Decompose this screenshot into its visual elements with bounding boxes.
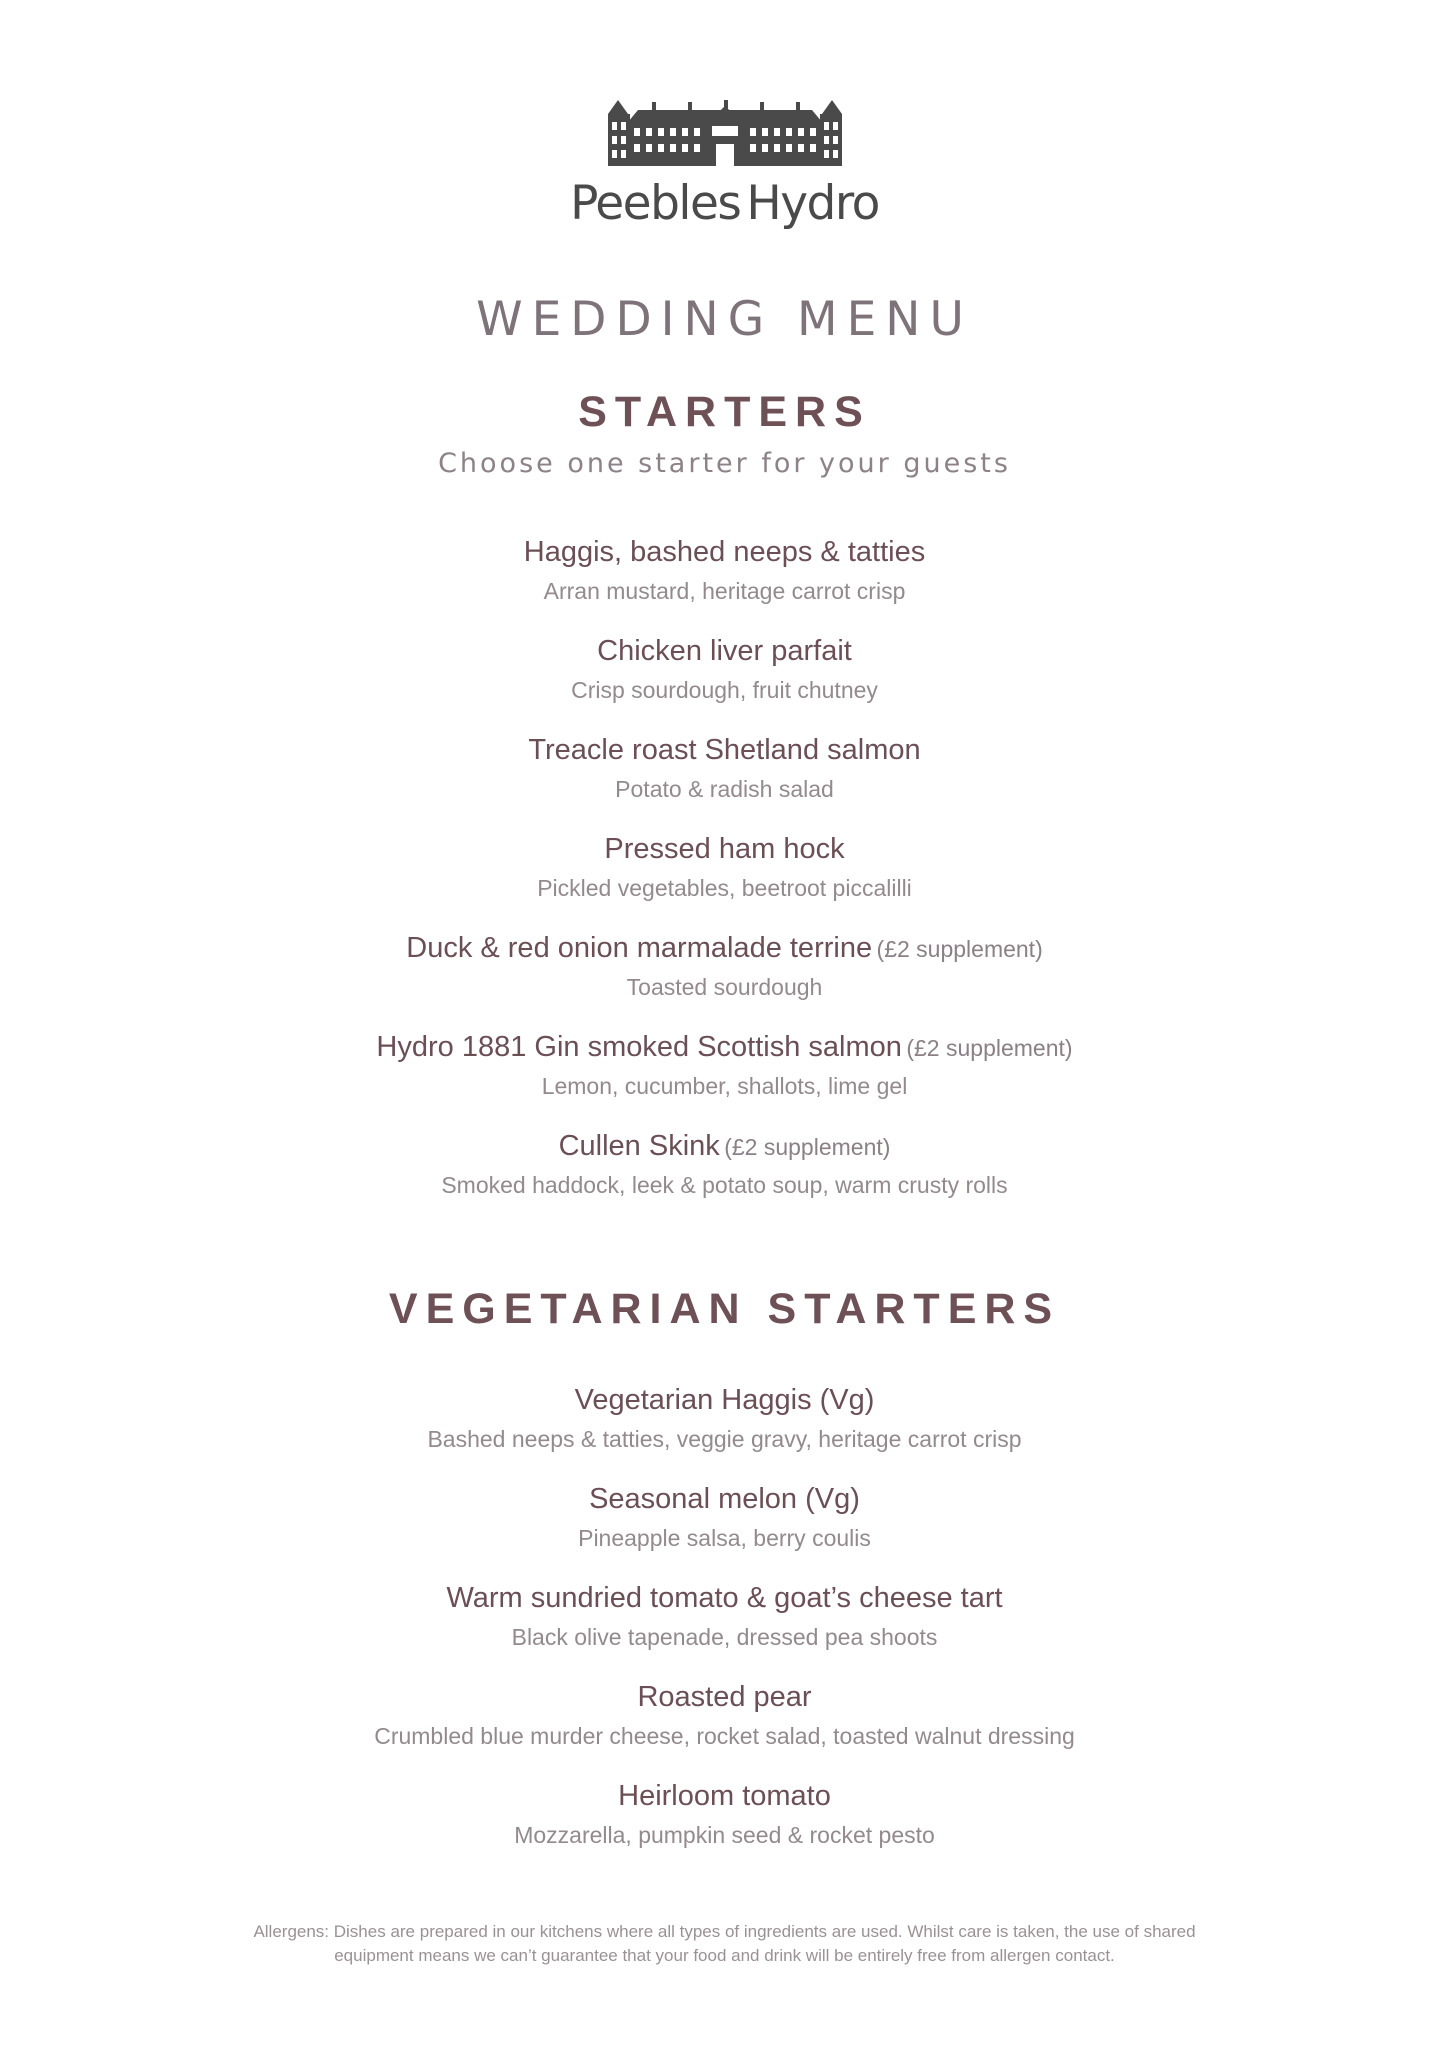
dish-item (0, 629, 1449, 728)
dish-item (0, 1774, 1449, 1873)
dish-name-line (0, 1124, 1449, 1168)
dish-name-line (0, 827, 1449, 871)
dish-item (0, 1576, 1449, 1675)
dish-description: Pickled vegetables, beetroot piccalilli (537, 875, 912, 901)
dish-name-line (0, 1477, 1449, 1521)
hotel-building-icon (600, 92, 850, 168)
dish-item (0, 1378, 1449, 1477)
dish-item (0, 1124, 1449, 1223)
dish-name: Cullen Skink (558, 1130, 720, 1162)
dish-description: Lemon, cucumber, shallots, lime gel (541, 1073, 908, 1099)
dish-description: Arran mustard, heritage carrot crisp (543, 578, 906, 604)
dish-description: Bashed neeps & tatties, veggie gravy, heritage carrot crisp (427, 1426, 1022, 1452)
dish-item (0, 1675, 1449, 1774)
dish-item (0, 1477, 1449, 1576)
dish-supplement: (£2 supplement) (876, 936, 1043, 962)
dish-name-line (0, 926, 1449, 970)
vegetarian-starters-list (0, 1378, 1449, 1873)
dish-name: Vegetarian Haggis (Vg) (574, 1384, 875, 1416)
dish-name-line (0, 1025, 1449, 1069)
starters-subheading: Choose one starter for your guests (438, 448, 1011, 479)
dish-supplement: (£2 supplement) (724, 1134, 891, 1160)
brand-logo (0, 92, 1449, 231)
allergen-notice-line2: equipment means we can’t guarantee that your food and drink will be entirely free from allergen contact. (334, 1946, 1115, 1965)
dish-name: Hydro 1881 Gin smoked Scottish salmon (376, 1031, 902, 1063)
dish-name-line (0, 728, 1449, 772)
dish-name-line (0, 629, 1449, 673)
dish-name: Chicken liver parfait (597, 635, 852, 667)
starters-heading: STARTERS (578, 388, 871, 436)
dish-description: Potato & radish salad (615, 776, 834, 802)
dish-name: Heirloom tomato (618, 1780, 831, 1812)
vegetarian-starters-heading: VEGETARIAN STARTERS (388, 1285, 1061, 1333)
dish-name-line (0, 1675, 1449, 1719)
dish-description: Toasted sourdough (626, 974, 823, 1000)
dish-item (0, 1025, 1449, 1124)
dish-name: Pressed ham hock (604, 833, 845, 865)
allergen-notice (190, 1920, 1259, 1968)
dish-name: Seasonal melon (Vg) (589, 1483, 860, 1515)
brand-wordmark-part1: Peebles (570, 176, 741, 231)
dish-name: Roasted pear (637, 1681, 812, 1713)
starters-list (0, 530, 1449, 1223)
dish-name: Treacle roast Shetland salmon (528, 734, 921, 766)
brand-wordmark (0, 176, 1449, 231)
dish-name-line (0, 1774, 1449, 1818)
dish-description: Black olive tapenade, dressed pea shoots (511, 1624, 938, 1650)
allergen-notice-line1: Allergens: Dishes are prepared in our kitchens where all types of ingredients are used. Whilst care is taken, the use of shared (253, 1922, 1196, 1941)
dish-supplement: (£2 supplement) (906, 1035, 1073, 1061)
brand-wordmark-part2: Hydro (746, 176, 879, 231)
dish-description: Smoked haddock, leek & potato soup, warm crusty rolls (441, 1172, 1008, 1198)
dish-name: Warm sundried tomato & goat’s cheese tart (446, 1582, 1003, 1614)
dish-name-line (0, 1378, 1449, 1422)
dish-item (0, 530, 1449, 629)
dish-description: Crumbled blue murder cheese, rocket salad, toasted walnut dressing (374, 1723, 1075, 1749)
dish-description: Pineapple salsa, berry coulis (578, 1525, 871, 1551)
menu-title: WEDDING MENU (476, 292, 973, 347)
dish-item (0, 926, 1449, 1025)
dish-name-line (0, 530, 1449, 574)
dish-item (0, 827, 1449, 926)
dish-item (0, 728, 1449, 827)
dish-name: Haggis, bashed neeps & tatties (523, 536, 926, 568)
dish-description: Crisp sourdough, fruit chutney (571, 677, 878, 703)
dish-name-line (0, 1576, 1449, 1620)
dish-description: Mozzarella, pumpkin seed & rocket pesto (514, 1822, 935, 1848)
dish-name: Duck & red onion marmalade terrine (406, 932, 873, 964)
